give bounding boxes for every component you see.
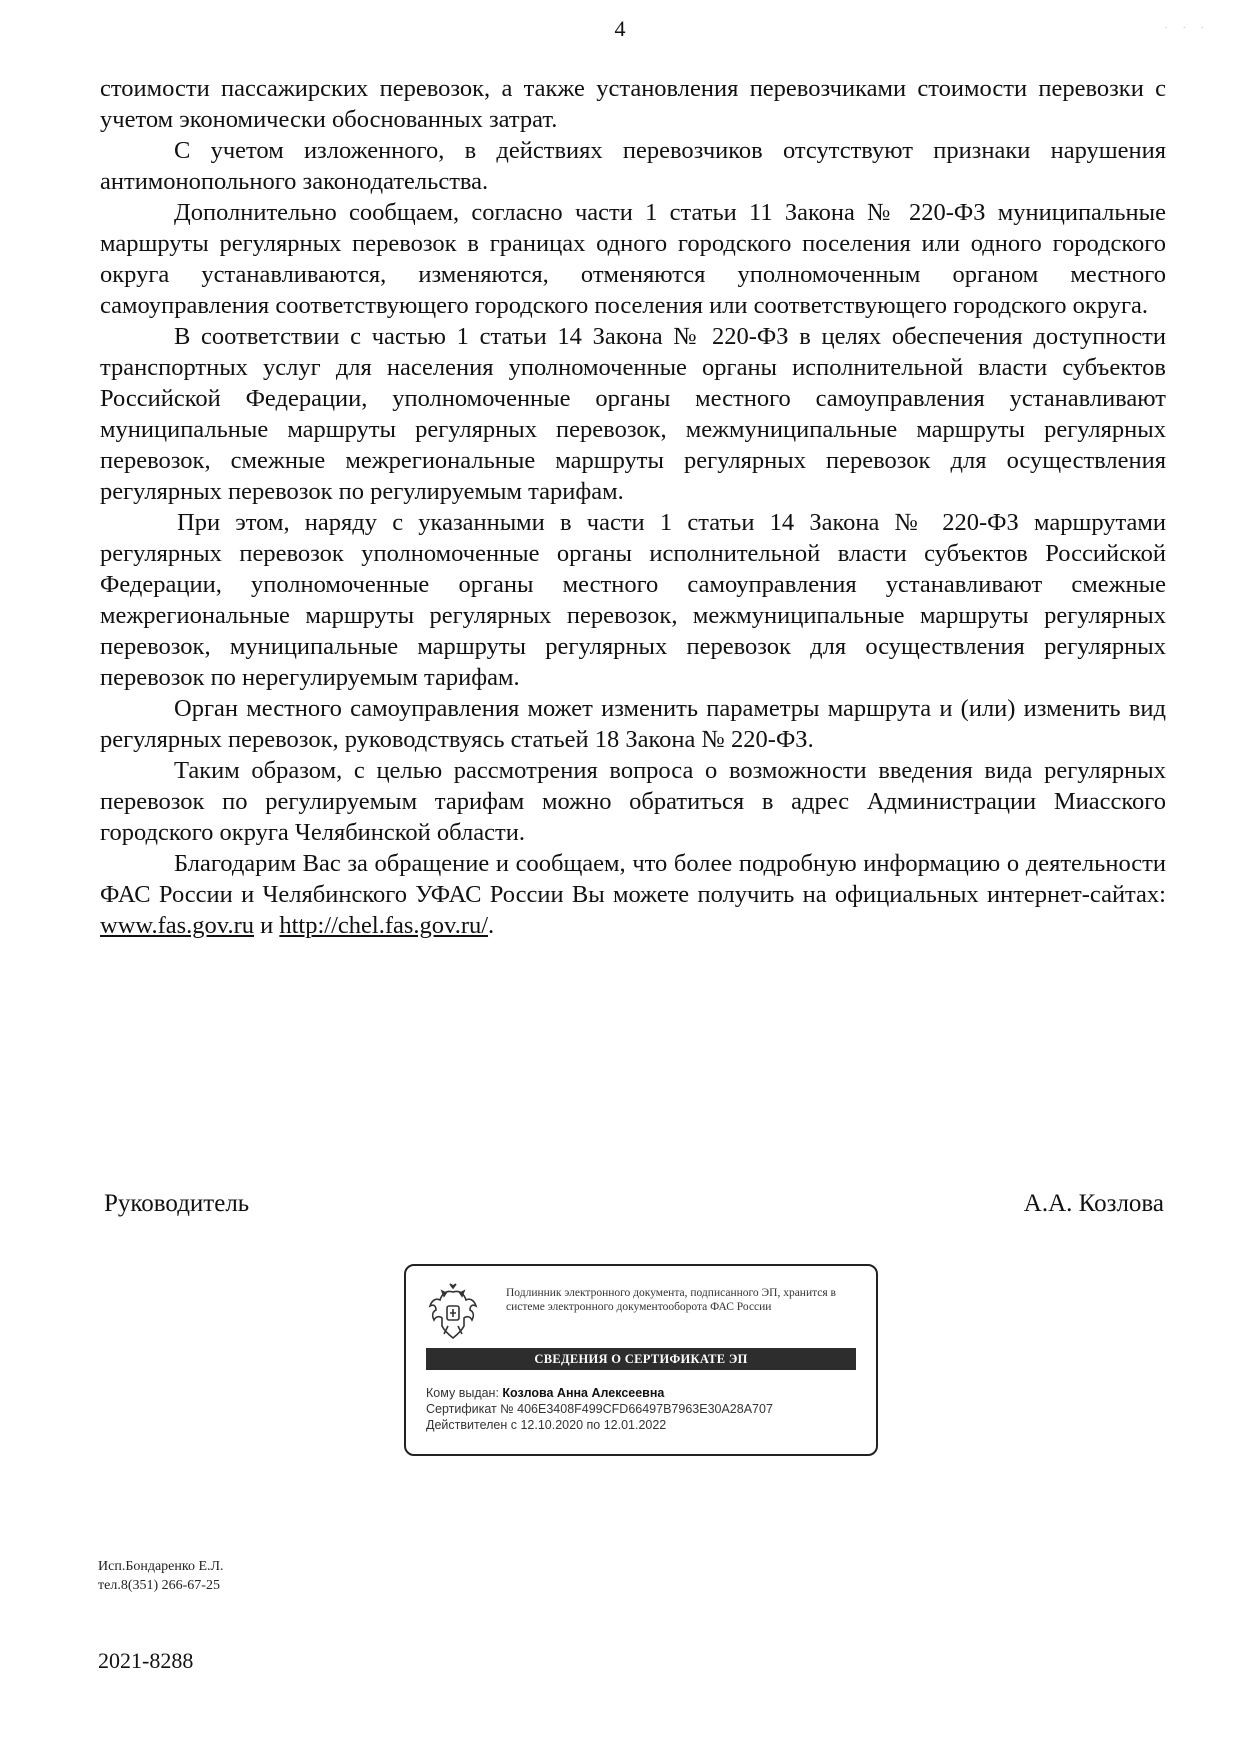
executor-phone: тел.8(351) 266-67-25 (98, 1578, 220, 1593)
valid-from: 12.10.2020 (520, 1418, 584, 1432)
signer-name: А.А. Козлова (1023, 1190, 1164, 1217)
chel-fas-website-link[interactable]: http://chel.fas.gov.ru/ (279, 912, 489, 939)
fas-website-link[interactable]: www.fas.gov.ru (100, 912, 254, 939)
issued-to-label: Кому выдан: (426, 1386, 503, 1400)
paragraph-1: стоимости пассажирских перевозок, а также установления перевозчиками стоимости перевозки с учетом экономически обоснованных затрат. (100, 75, 1166, 133)
paragraph-8-conjunction: и (254, 912, 280, 939)
paragraph-3: Дополнительно сообщаем, согласно части 1 статьи 11 Закона № 220-ФЗ муниципальные маршруты регулярных перевозок в границах одного городского поселения или одного городского округа устанавливаются, изменяются, отменяются уполномоченным органом местного самоуправления соответствующего городского поселения или соответствующего городского округа. (100, 199, 1166, 319)
page-number: 4 (614, 16, 626, 41)
letter-body (100, 73, 1166, 941)
certificate-number-label: Сертификат № (426, 1402, 518, 1416)
paragraph-7: Таким образом, с целью рассмотрения вопроса о возможности введения вида регулярных перевозок по регулируемым тарифам можно обратиться в адрес Администрации Миасского городского округа Челябинской области. (100, 757, 1166, 846)
certificate-details (426, 1385, 866, 1433)
certificate-number-row (426, 1401, 866, 1417)
validity-mid: по (583, 1418, 604, 1432)
issued-to-value: Козлова Анна Алексеевна (502, 1386, 665, 1400)
issued-to-row (426, 1385, 866, 1401)
document-number: 2021-8288 (98, 1648, 194, 1673)
paragraph-2: С учетом изложенного, в действиях перевозчиков отсутствуют признаки нарушения антимонопольного законодательства. (100, 137, 1166, 195)
russian-coat-of-arms-icon (426, 1282, 480, 1342)
valid-to: 12.01.2022 (603, 1418, 667, 1432)
paragraph-8-text: Благодарим Вас за обращение и сообщаем, что более подробную информацию о деятельности ФАС России и Челябинского УФАС России Вы можете получить на официальных интернет-сайтах: (100, 850, 1166, 908)
scan-corner-mark: · · · (1164, 22, 1210, 33)
certificate-number-value: 406E3408F499CFD66497B7963E30A28A707 (517, 1402, 773, 1416)
paragraph-5: При этом, наряду с указанными в части 1 статьи 14 Закона № 220-ФЗ маршрутами регулярных перевозок уполномоченные органы исполнительной власти субъектов Российской Федерации, уполномоченные органы местного самоуправления устанавливают смежные межрегиональные маршруты регулярных перевозок, межмуниципальные маршруты регулярных перевозок, муниципальные маршруты регулярных перевозок для осуществления регулярных перевозок по нерегулируемым тарифам. (100, 509, 1166, 691)
electronic-signature-stamp (404, 1264, 878, 1456)
certificate-info-title: СВЕДЕНИЯ О СЕРТИФИКАТЕ ЭП (426, 1348, 856, 1370)
paragraph-8-end: . (488, 912, 495, 939)
signer-position: Руководитель (104, 1190, 250, 1217)
executor-name: Исп.Бондаренко Е.Л. (98, 1559, 224, 1574)
stamp-notice-text: Подлинник электронного документа, подписанного ЭП, хранится в системе электронного документооборота ФАС России (506, 1287, 836, 1313)
validity-row (426, 1417, 866, 1433)
validity-label: Действителен с (426, 1418, 521, 1432)
paragraph-4: В соответствии с частью 1 статьи 14 Закона № 220-ФЗ в целях обеспечения доступности транспортных услуг для населения уполномоченные органы исполнительной власти субъектов Российской Федерации, уполномоченные органы местного самоуправления устанавливают муниципальные маршруты регулярных перевозок, межмуниципальные маршруты регулярных перевозок, смежные межрегиональные маршруты регулярных перевозок для осуществления регулярных перевозок по регулируемым тарифам. (100, 323, 1166, 505)
paragraph-6: Орган местного самоуправления может изменить параметры маршрута и (или) изменить вид регулярных перевозок, руководствуясь статьей 18 Закона № 220-ФЗ. (100, 695, 1166, 753)
executor-info (98, 1557, 224, 1595)
paragraph-8 (100, 848, 1166, 941)
